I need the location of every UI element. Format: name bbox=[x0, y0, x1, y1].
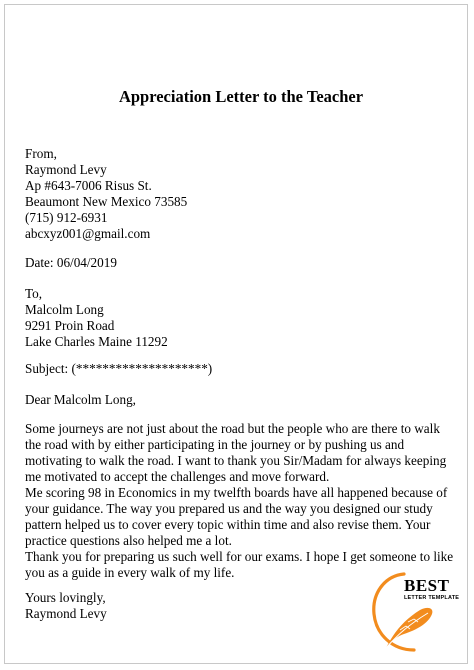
sender-name: Raymond Levy bbox=[25, 162, 107, 177]
date-line bbox=[25, 255, 457, 271]
logo-text-letter-template: LETTER TEMPLATE bbox=[404, 595, 460, 601]
recipient-name: Malcolm Long bbox=[25, 302, 104, 317]
subject-line bbox=[25, 361, 457, 377]
salutation: Dear Malcolm Long, bbox=[25, 392, 136, 407]
salutation-line bbox=[25, 392, 457, 408]
recipient-address-line-2: Lake Charles Maine 11292 bbox=[25, 334, 168, 349]
body-paragraph-3: Thank you for preparing us such well for our exams. I hope I get someone to like you as a guide in every walk of my life. bbox=[25, 549, 454, 580]
letter-date: Date: 06/04/2019 bbox=[25, 255, 117, 270]
sender-block bbox=[25, 146, 457, 242]
body-paragraph-2: Me scoring 98 in Economics in my twelfth boards have all happened because of your guidance. The way you prepared us and the way you designed our study pattern helped us to cover every topic within time and also revise them. Your practice questions also helped me a lot. bbox=[25, 485, 448, 548]
recipient-block bbox=[25, 286, 457, 350]
logo-text-best: BEST bbox=[404, 576, 450, 595]
to-label: To, bbox=[25, 286, 43, 301]
closing-line: Yours lovingly, bbox=[25, 590, 106, 605]
letter-subject: Subject: (********************) bbox=[25, 361, 213, 376]
sender-email: abcxyz001@gmail.com bbox=[25, 226, 151, 241]
sender-address-line-1: Ap #643-7006 Risus St. bbox=[25, 178, 152, 193]
recipient-address-line-1: 9291 Proin Road bbox=[25, 318, 115, 333]
letter-title: Appreciation Letter to the Teacher bbox=[118, 87, 364, 106]
body-paragraph-1: Some journeys are not just about the road but the people who are there to walk the road with by either participating in the journey or by pushing us and motivating to walk the road. I want to thank you Sir/Madam for always keeping me motivated to accept the challenges and move forward. bbox=[25, 421, 447, 484]
letter-body bbox=[25, 421, 457, 581]
best-letter-template-logo bbox=[370, 568, 462, 660]
sender-phone: (715) 912-6931 bbox=[25, 210, 108, 225]
sender-address-line-2: Beaumont New Mexico 73585 bbox=[25, 194, 188, 209]
from-label: From, bbox=[25, 146, 57, 161]
closing-name: Raymond Levy bbox=[25, 606, 107, 621]
